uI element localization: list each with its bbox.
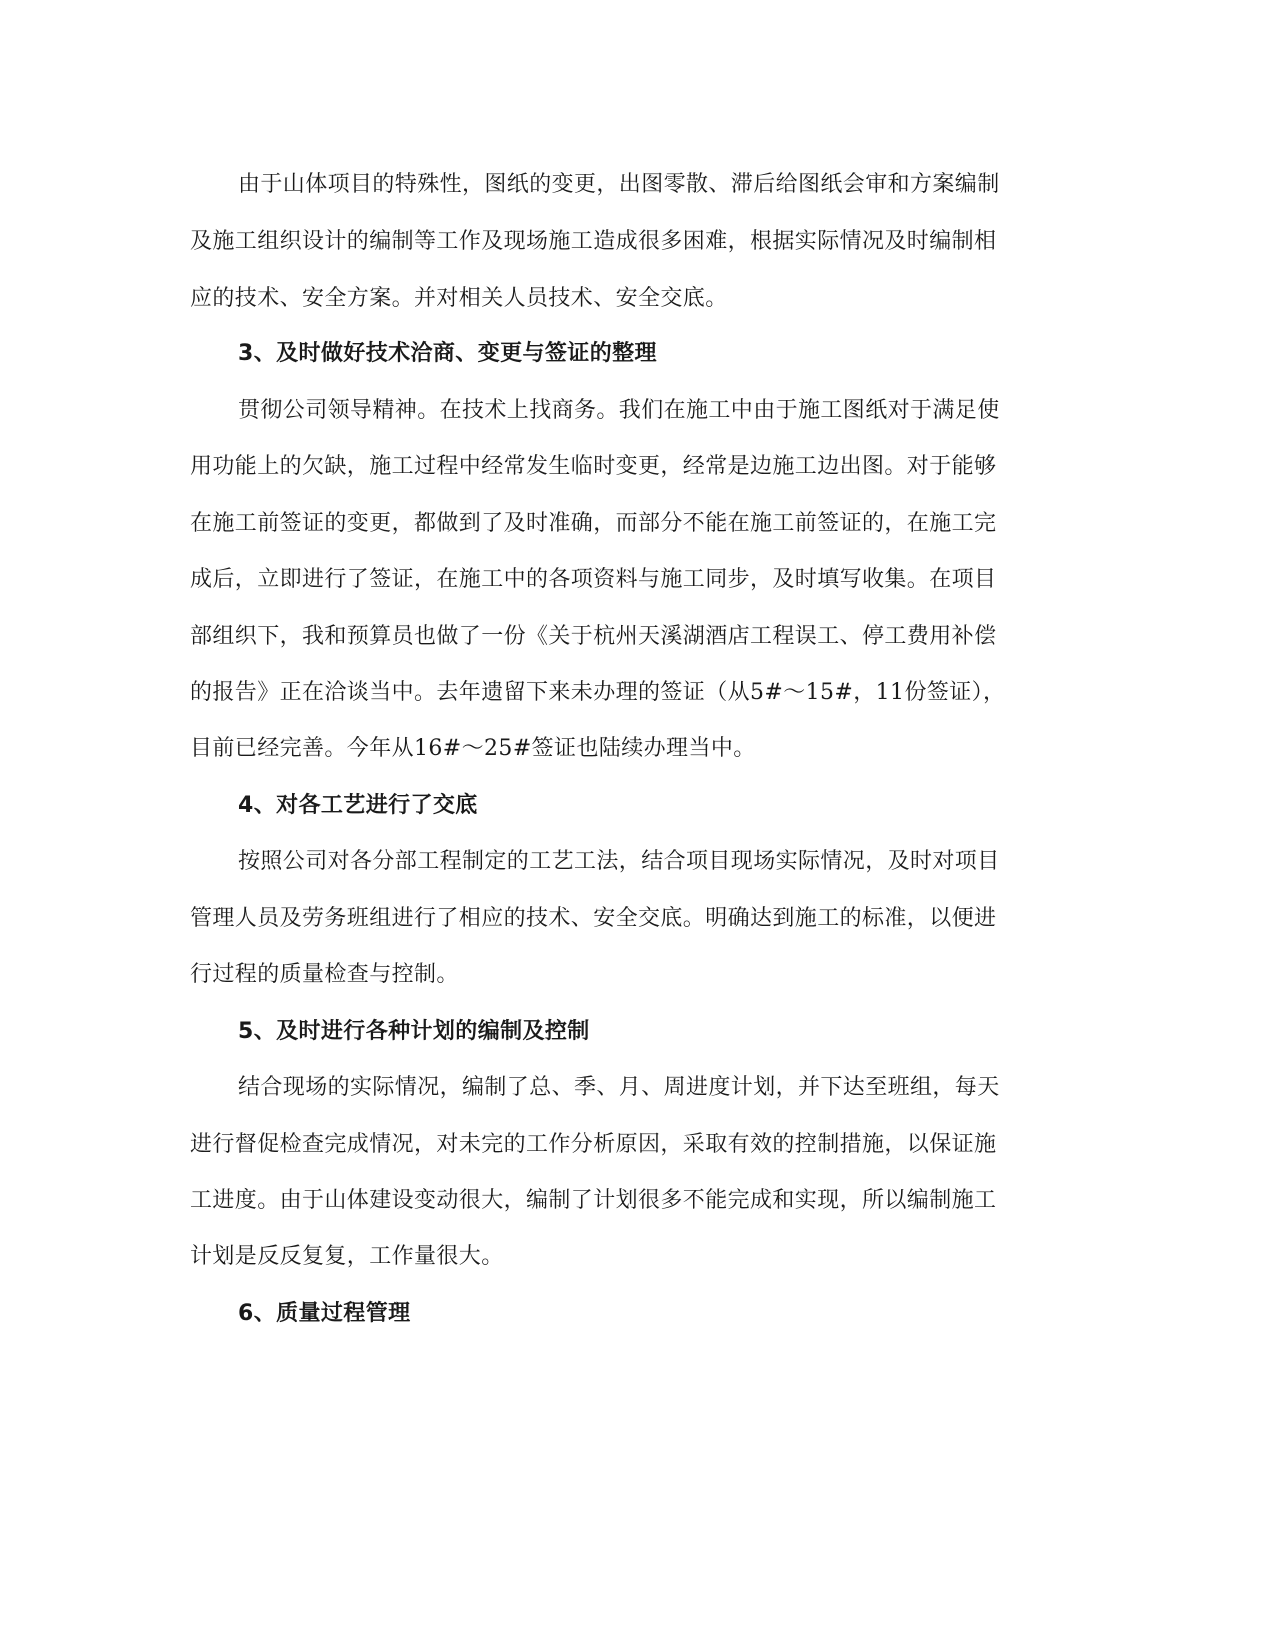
paragraph-line: 及施工组织设计的编制等工作及现场施工造成很多困难，根据实际情况及时编制相 — [190, 229, 997, 254]
section-heading: 3、及时做好技术洽商、变更与签证的整理 — [238, 341, 657, 366]
paragraph-line: 目前已经完善。今年从16#～25#签证也陆续办理当中。 — [190, 736, 756, 761]
paragraph-line: 进行督促检查完成情况，对未完的工作分析原因，采取有效的控制措施，以保证施 — [190, 1132, 997, 1157]
paragraph-line: 贯彻公司领导精神。在技术上找商务。我们在施工中由于施工图纸对于满足使 — [238, 398, 1000, 423]
paragraph-line: 行过程的质量检查与控制。 — [190, 962, 459, 987]
paragraph-line: 成后，立即进行了签证，在施工中的各项资料与施工同步，及时填写收集。在项目 — [190, 567, 997, 592]
paragraph-line: 在施工前签证的变更，都做到了及时准确，而部分不能在施工前签证的，在施工完 — [190, 511, 997, 536]
paragraph-line: 的报告》正在洽谈当中。去年遗留下来未办理的签证（从5#～15#，11份签证）， — [190, 680, 1006, 705]
paragraph-line: 按照公司对各分部工程制定的工艺工法，结合项目现场实际情况，及时对项目 — [238, 849, 1000, 874]
paragraph-line: 管理人员及劳务班组进行了相应的技术、安全交底。明确达到施工的标准，以便进 — [190, 906, 997, 931]
paragraph-line: 由于山体项目的特殊性，图纸的变更，出图零散、滞后给图纸会审和方案编制 — [238, 172, 1000, 197]
section-heading: 5、及时进行各种计划的编制及控制 — [238, 1019, 590, 1044]
paragraph-line: 部组织下，我和预算员也做了一份《关于杭州天溪湖酒店工程误工、停工费用补偿 — [190, 624, 997, 649]
paragraph-line: 用功能上的欠缺，施工过程中经常发生临时变更，经常是边施工边出图。对于能够 — [190, 454, 997, 479]
paragraph-line: 结合现场的实际情况，编制了总、季、月、周进度计划，并下达至班组，每天 — [238, 1075, 1000, 1100]
paragraph-line: 应的技术、安全方案。并对相关人员技术、安全交底。 — [190, 286, 728, 311]
paragraph-line: 工进度。由于山体建设变动很大，编制了计划很多不能完成和实现，所以编制施工 — [190, 1188, 997, 1213]
paragraph-line: 计划是反反复复，工作量很大。 — [190, 1244, 504, 1269]
section-heading: 4、对各工艺进行了交底 — [238, 793, 478, 818]
section-heading: 6、质量过程管理 — [238, 1301, 411, 1326]
